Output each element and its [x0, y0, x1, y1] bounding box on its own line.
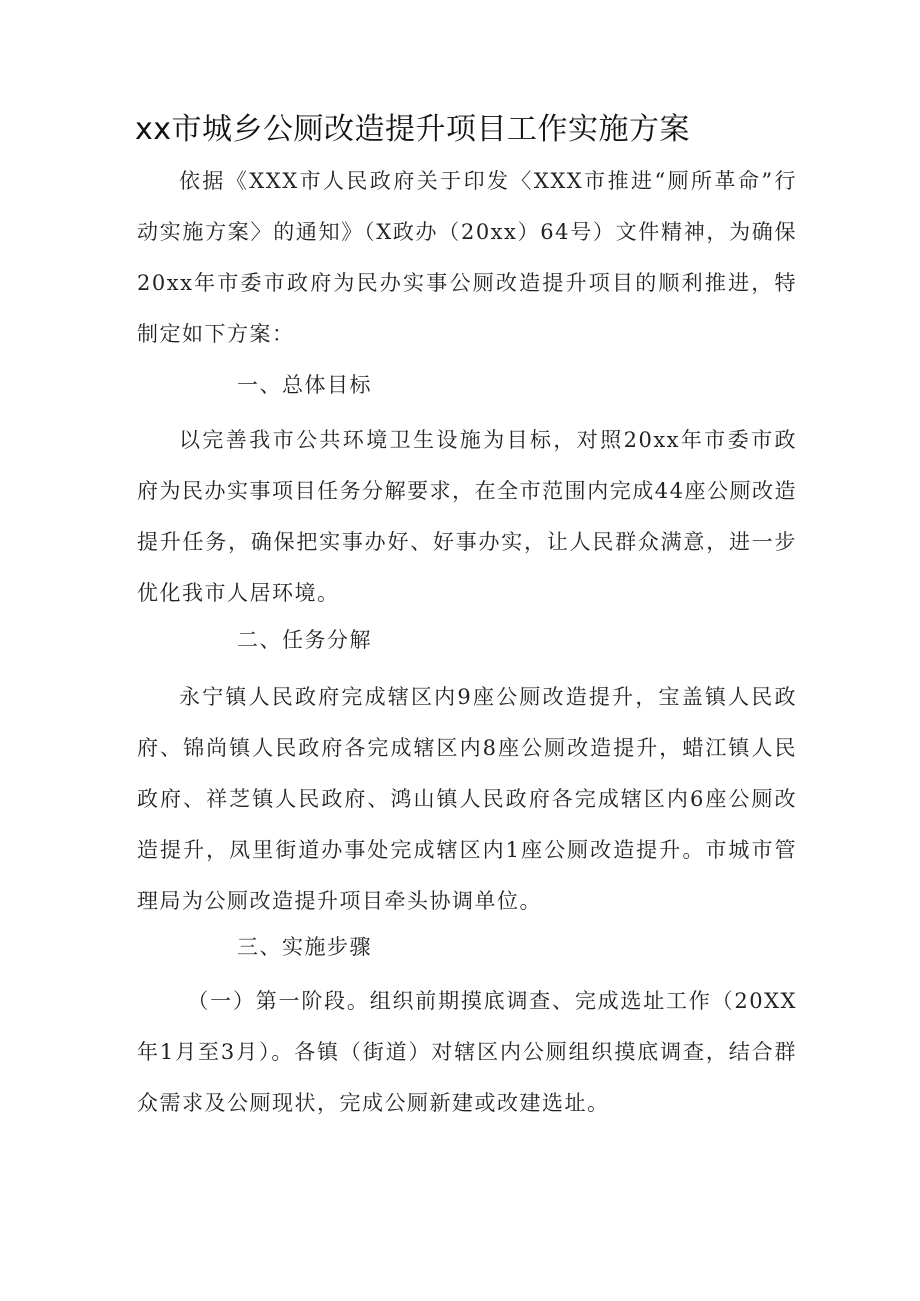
document-title: xx市城乡公厕改造提升项目工作实施方案	[135, 112, 691, 147]
tasks-paragraph: 永宁镇人民政府完成辖区内9座公厕改造提升，宝盖镇人民政府、锦尚镇人民政府各完成辖区内8座公厕改造提升，蜡江镇人民政府、祥芝镇人民政府、鸿山镇人民政府各完成辖区内6座公厕改造提升，凤里街道办事处完成辖区内1座公厕改造提升。市城市管理局为公厕改造提升项目牵头协调单位。	[137, 685, 797, 913]
section-heading-goals: 一、总体目标	[237, 373, 372, 397]
intro-paragraph: 依据《XXX市人民政府关于印发〈XXX市推进“厕所革命”行动实施方案〉的通知》（X政办（20xx）64号）文件精神，为确保20xx年市委市政府为民办实事公厕改造提升项目的顺利推进，特制定如下方案：	[137, 169, 797, 346]
intro-paragraph-block	[137, 156, 797, 360]
section-heading-tasks: 二、任务分解	[237, 628, 372, 652]
goals-paragraph: 以完善我市公共环境卫生设施为目标，对照20xx年市委市政府为民办实事项目任务分解要求，在全市范围内完成44座公厕改造提升任务，确保把实事办好、好事办实，让人民群众满意，进一步优化我市人居环境。	[137, 428, 797, 605]
steps-paragraph: （一）第一阶段。组织前期摸底调查、完成选址工作（20XX年1月至3月）。各镇（街道）对辖区内公厕组织摸底调查，结合群众需求及公厕现状，完成公厕新建或改建选址。	[137, 989, 797, 1115]
steps-paragraph-block	[137, 976, 797, 1129]
goals-paragraph-block	[137, 415, 797, 619]
tasks-paragraph-block	[137, 672, 797, 927]
section-heading-steps: 三、实施步骤	[237, 935, 372, 959]
